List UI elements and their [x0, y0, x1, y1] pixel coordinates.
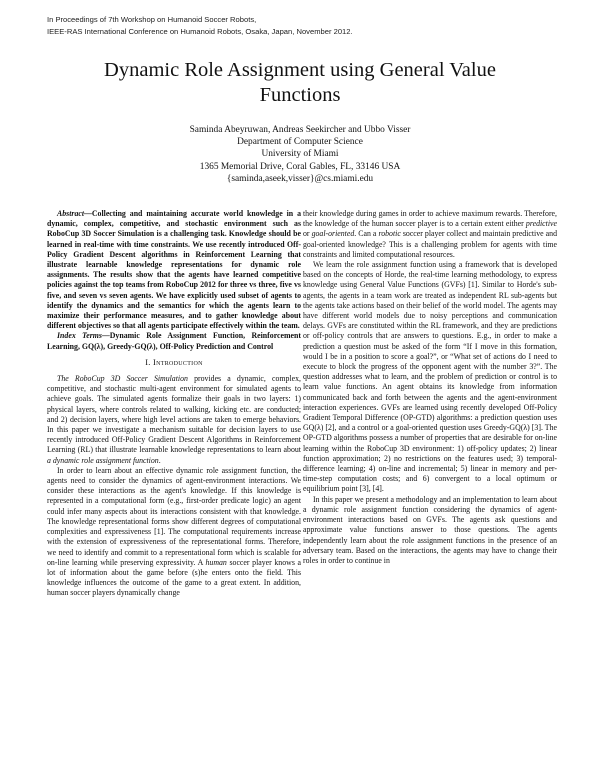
- right-p1-mid-2: . Can a: [354, 229, 379, 239]
- right-p1-em-3: robotic: [378, 229, 401, 239]
- author-block: [40, 124, 560, 185]
- venue-line-2: IEEE-RAS International Conference on Humanoid Robots, Osaka, Japan, November 2012.: [47, 26, 353, 36]
- left-column: [47, 209, 301, 599]
- intro-paragraph-2: [47, 466, 301, 599]
- title-line-1: Dynamic Role Assignment using General Value: [104, 59, 496, 81]
- intro-paragraph-1: [47, 374, 301, 466]
- intro-p1-emphasis-2: a dynamic role assignment function: [47, 455, 159, 465]
- right-p1-mid: or: [303, 229, 312, 239]
- paper-title: [40, 58, 560, 108]
- right-p1-em-1: predictive: [525, 219, 557, 229]
- intro-p1-emphasis: The RoboCup 3D Soccer Simulation: [57, 374, 188, 384]
- right-p1-em-2: goal-oriented: [311, 229, 355, 239]
- right-p1-end: soccer player collect and maintain predictive and goal-oriented knowledge? This is a challenging problem for agents with time constraints and limited computational resources.: [303, 229, 557, 259]
- right-paragraph-2: We learn the role assignment function using a framework that is developed based on the concepts of Horde, the real-time learning methodology, to express knowledge using General Value Functions (GVFs) [1]. Similar to Horde's sub-agents, the agents in a team work are treated as independent RL sub-agents but the agents take actions based on their belief of the world model. The agents may have different world models due to noisy perceptions and communication delays. GVFs are constituted within the RL framework, and they are predictions or off-policy controls that are answers to questions. E.g., in order to make a prediction a question must be asked of the form “If I move in this formation, would I be in a position to score a goal?”, or “What set of actions do I need to execute to block the progress of the opponent agent with the number 3?”. The question addresses what to learn, and the problem of prediction or control is to learn value functions. An agent obtains its knowledge from information communicated back and forth between the agents and the agent-environment interaction experiences. GVFs are learned using recently developed Off-Policy Gradient Temporal Difference (OP-GTD) algorithms: a prediction question uses GQ(λ) [2], and a control or a goal-oriented question uses Greedy-GQ(λ) [3]. The OP-GTD algorithms possess a number of properties that are desirable for on-line learning within the RoboCup 3D environment: 1) off-policy updates; 2) linear function approximation; 2) no restrictions on the features used; 3) temporal-difference learning; 4) on-line and incremental; 5) linear in memory and per-time-step computation costs; and 6) convergent to a local optimum or equilibrium point [3], [4].: [303, 260, 557, 494]
- abstract: [47, 209, 301, 331]
- right-column: [303, 209, 557, 566]
- section-heading-introduction: I. Introduction: [145, 357, 203, 367]
- author-email: {saminda,aseek,visser}@cs.miami.edu: [226, 173, 374, 184]
- index-terms-text: —Dynamic Role Assignment Function, Reinforcement Learning, GQ(λ), Greedy-GQ(λ), Off-Policy Prediction and Control: [47, 331, 301, 351]
- title-line-2: Functions: [259, 84, 341, 106]
- right-p1-text: their knowledge during games in order to achieve maximum rewards. Therefore, the knowledge of the human soccer player is to a certain extent either: [303, 209, 557, 229]
- right-paragraph-3: In this paper we present a methodology and an implementation to learn about a dynamic role assignment function considering the dynamics of agent-environment interactions based on GVFs. The agents ask questions and approximate value functions answer to those questions. The agents independently learn about the role assignment functions in the presence of an adversary team. Based on the interactions, the agents may have to change their roles in order to continue in: [303, 494, 557, 565]
- abstract-text: —Collecting and maintaining accurate world knowledge in a dynamic, complex, competitive, and stochastic environment such as RoboCup 3D Soccer Simulation is a challenging task. Knowledge should be learned in real-time with time constraints. We use recently introduced Off-Policy Gradient Descent algorithms in Reinforcement Learning that illustrate learnable knowledge representations for dynamic role assignments. The results show that the agents have learned competitive policies against the top teams from RoboCup 2012 for three vs three, five vs five, and seven vs seven agents. We have explicitly used subset of agents to identify the dynamics and the semantics for which the agents learn to maximize their performance measures, and to gather knowledge about different objectives so that all agents participate effectively within the team.: [47, 209, 301, 331]
- intro-p2-end: soccer player knows a lot of information about the game before (s)he enters onto the field. This knowledge influences the outcome of the game to a great extent. In addition, human soccer players dynamically change: [47, 557, 301, 598]
- intro-p1-text: provides a dynamic, complex, competitive, and stochastic multi-agent environment for simulated agents to achieve goals. The simulated agents formalize their goals in two layers: 1) physical layers, where controls related to walking, kicking etc. are conducted; and 2) decision layers, where high level actions are taken to emerge behaviors. In this paper we investigate a mechanism suitable for decision layers to use recently introduced Off-Policy Gradient Descent Algorithms in Reinforcement Learning (RL) that illustrate learnable knowledge representations to learn about: [47, 374, 301, 455]
- right-paragraph-1: [303, 209, 557, 260]
- author-university: University of Miami: [261, 149, 339, 160]
- abstract-label: Abstract: [57, 209, 85, 218]
- author-names: Saminda Abeyruwan, Andreas Seekircher and Ubbo Visser: [189, 125, 411, 135]
- index-terms: [47, 331, 301, 351]
- intro-p2-text: In order to learn about an effective dynamic role assignment function, the agents need to consider the dynamics of agent-environment interactions. We consider these interactions as the agent's knowledge. If this knowledge is represented in a computational form (e.g., first-order predicate logic) an agent could infer many aspects about its interactions consistent with that knowledge. The knowledge representational forms show different degrees of computational complexities and expressiveness [1]. The computational requirements increase with the extension of expressiveness of the representational forms. Therefore, we need to identify and commit to a representational form which is scalable for on-line learning while preserving expressivity. A: [47, 465, 301, 567]
- author-address: 1365 Memorial Drive, Coral Gables, FL, 33146 USA: [199, 161, 401, 172]
- index-terms-label: Index Terms: [57, 331, 102, 341]
- intro-p1-end: .: [158, 455, 161, 465]
- author-department: Department of Computer Science: [237, 137, 363, 148]
- intro-p2-emphasis: human: [205, 557, 227, 567]
- venue-line-1: In Proceedings of 7th Workshop on Humanoid Soccer Robots,: [47, 15, 257, 24]
- venue-note: [47, 14, 567, 37]
